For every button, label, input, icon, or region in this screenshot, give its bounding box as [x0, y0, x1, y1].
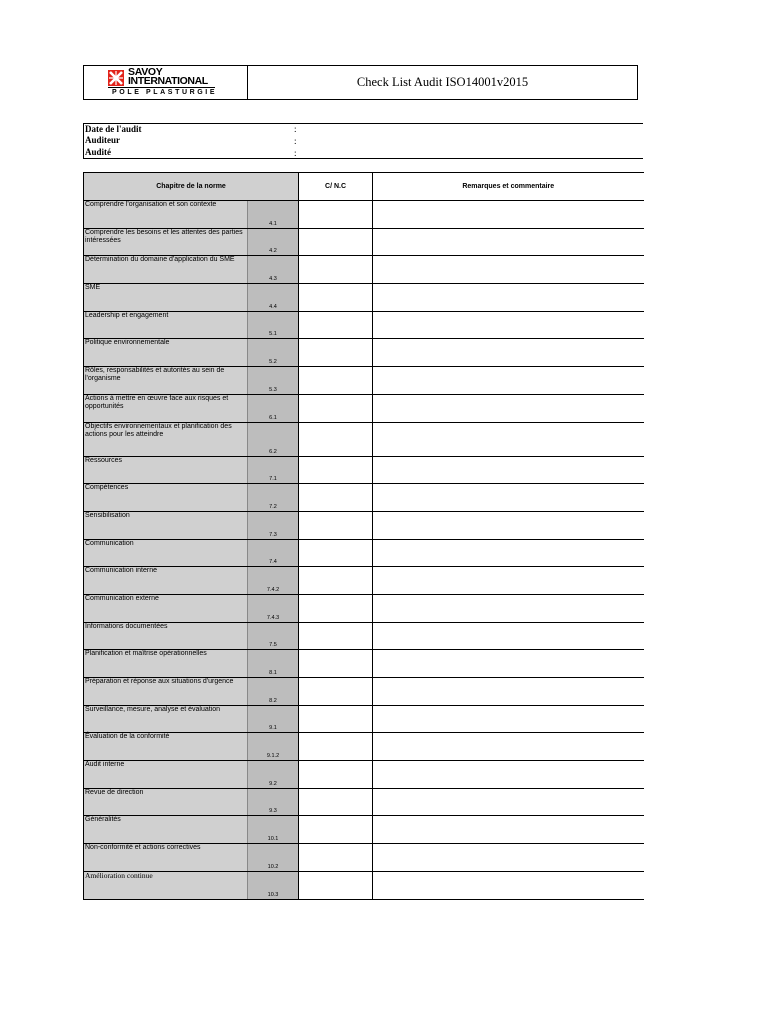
chapter-label: Communication — [84, 539, 248, 567]
info-label: Date de l'audit — [85, 124, 142, 134]
remarks-entry-cell[interactable] — [373, 650, 644, 678]
chapter-number: 5.3 — [248, 367, 299, 395]
remarks-entry-cell[interactable] — [373, 594, 644, 622]
table-row — [84, 733, 644, 761]
chapter-number: 10.3 — [248, 871, 299, 899]
header-remarks: Remarques et commentaire — [373, 173, 644, 201]
chapter-label: Généralités — [84, 816, 248, 844]
audit-info-block — [83, 123, 643, 159]
table-row — [84, 705, 644, 733]
remarks-entry-cell[interactable] — [373, 484, 644, 512]
cnc-entry-cell[interactable] — [299, 339, 373, 367]
cnc-entry-cell[interactable] — [299, 228, 373, 256]
chapter-number: 10.2 — [248, 844, 299, 872]
chapter-label: Informations documentées — [84, 622, 248, 650]
logo-subtitle: POLE PLASTURGIE — [112, 88, 218, 96]
logo-text-savoy: SAVOY — [128, 66, 163, 78]
table-header-row — [84, 173, 644, 201]
logo-text-international: INTERNATIONAL — [128, 75, 208, 87]
cnc-entry-cell[interactable] — [299, 622, 373, 650]
table-row — [84, 311, 644, 339]
cnc-entry-cell[interactable] — [299, 256, 373, 284]
chapter-label: SME — [84, 284, 248, 312]
table-row — [84, 844, 644, 872]
chapter-label: Leadership et engagement — [84, 311, 248, 339]
chapter-number: 10.1 — [248, 816, 299, 844]
chapter-number: 7.5 — [248, 622, 299, 650]
remarks-entry-cell[interactable] — [373, 201, 644, 229]
cnc-entry-cell[interactable] — [299, 422, 373, 456]
info-colon: : — [294, 135, 297, 146]
company-logo — [84, 66, 248, 99]
chapter-label: Comprendre l'organisation et son contexte — [84, 201, 248, 229]
cnc-entry-cell[interactable] — [299, 311, 373, 339]
table-row — [84, 567, 644, 595]
chapter-label: Détermination du domaine d'application du SME — [84, 256, 248, 284]
info-label: Auditeur — [85, 135, 121, 145]
remarks-entry-cell[interactable] — [373, 228, 644, 256]
info-row-audite — [85, 147, 111, 158]
info-label: Audité — [85, 147, 112, 157]
cnc-entry-cell[interactable] — [299, 844, 373, 872]
chapter-number: 5.1 — [248, 311, 299, 339]
table-row — [84, 256, 644, 284]
remarks-entry-cell[interactable] — [373, 311, 644, 339]
chapter-number: 8.1 — [248, 650, 299, 678]
table-row — [84, 788, 644, 816]
table-row — [84, 484, 644, 512]
table-row — [84, 761, 644, 789]
remarks-entry-cell[interactable] — [373, 367, 644, 395]
cnc-entry-cell[interactable] — [299, 567, 373, 595]
table-row — [84, 394, 644, 422]
remarks-entry-cell[interactable] — [373, 788, 644, 816]
chapter-number: 7.4.2 — [248, 567, 299, 595]
cnc-entry-cell[interactable] — [299, 650, 373, 678]
table-row — [84, 594, 644, 622]
table-row — [84, 284, 644, 312]
header-cnc: C/ N.C — [299, 173, 373, 201]
chapter-label: Audit interne — [84, 761, 248, 789]
chapter-number: 9.1 — [248, 705, 299, 733]
chapter-label: Surveillance, mesure, analyse et évaluation — [84, 705, 248, 733]
chapter-label: Préparation et réponse aux situations d'urgence — [84, 678, 248, 706]
chapter-number: 5.2 — [248, 339, 299, 367]
table-row — [84, 456, 644, 484]
chapter-label: Planification et maîtrise opérationnelles — [84, 650, 248, 678]
chapter-number: 6.1 — [248, 394, 299, 422]
table-row — [84, 228, 644, 256]
chapter-number: 6.2 — [248, 422, 299, 456]
table-row — [84, 511, 644, 539]
chapter-label: Rôles, responsabilités et autorités au sein de l'organisme — [84, 367, 248, 395]
remarks-entry-cell[interactable] — [373, 761, 644, 789]
table-row — [84, 678, 644, 706]
remarks-entry-cell[interactable] — [373, 733, 644, 761]
chapter-label: Communication externe — [84, 594, 248, 622]
chapter-number: 4.2 — [248, 228, 299, 256]
remarks-entry-cell[interactable] — [373, 284, 644, 312]
chapter-label: Revue de direction — [84, 788, 248, 816]
remarks-entry-cell[interactable] — [373, 511, 644, 539]
cnc-entry-cell[interactable] — [299, 367, 373, 395]
chapter-number: 8.2 — [248, 678, 299, 706]
chapter-label: Amélioration continue — [84, 871, 248, 899]
chapter-number: 4.3 — [248, 256, 299, 284]
chapter-label: Évaluation de la conformité — [84, 733, 248, 761]
cnc-entry-cell[interactable] — [299, 394, 373, 422]
table-row — [84, 201, 644, 229]
remarks-entry-cell[interactable] — [373, 844, 644, 872]
cnc-entry-cell[interactable] — [299, 456, 373, 484]
table-row — [84, 539, 644, 567]
chapter-number: 4.1 — [248, 201, 299, 229]
table-row — [84, 816, 644, 844]
savoy-logo-icon — [108, 70, 124, 86]
cnc-entry-cell[interactable] — [299, 816, 373, 844]
remarks-entry-cell[interactable] — [373, 339, 644, 367]
cnc-entry-cell[interactable] — [299, 788, 373, 816]
remarks-entry-cell[interactable] — [373, 816, 644, 844]
remarks-entry-cell[interactable] — [373, 705, 644, 733]
remarks-entry-cell[interactable] — [373, 256, 644, 284]
remarks-entry-cell[interactable] — [373, 539, 644, 567]
audit-checklist-table — [83, 172, 644, 900]
chapter-number: 9.1.2 — [248, 733, 299, 761]
remarks-entry-cell[interactable] — [373, 678, 644, 706]
table-row — [84, 622, 644, 650]
chapter-number: 7.4 — [248, 539, 299, 567]
info-colon: : — [294, 148, 297, 158]
chapter-label: Compétences — [84, 484, 248, 512]
cnc-entry-cell[interactable] — [299, 284, 373, 312]
info-row-auditeur — [85, 135, 120, 146]
table-row — [84, 422, 644, 456]
chapter-number: 7.4.3 — [248, 594, 299, 622]
cnc-entry-cell[interactable] — [299, 733, 373, 761]
info-colon: : — [294, 124, 297, 134]
chapter-number: 4.4 — [248, 284, 299, 312]
cnc-entry-cell[interactable] — [299, 484, 373, 512]
chapter-label: Comprendre les besoins et les attentes des parties intéressées — [84, 228, 248, 256]
cnc-entry-cell[interactable] — [299, 761, 373, 789]
cnc-entry-cell[interactable] — [299, 678, 373, 706]
chapter-number: 7.1 — [248, 456, 299, 484]
chapter-label: Sensibilisation — [84, 511, 248, 539]
table-row — [84, 871, 644, 899]
remarks-entry-cell[interactable] — [373, 394, 644, 422]
remarks-entry-cell[interactable] — [373, 871, 644, 899]
chapter-label: Ressources — [84, 456, 248, 484]
chapter-label: Communication interne — [84, 567, 248, 595]
chapter-number: 7.3 — [248, 511, 299, 539]
chapter-label: Non-conformité et actions correctives — [84, 844, 248, 872]
chapter-label: Politique environnementale — [84, 339, 248, 367]
remarks-entry-cell[interactable] — [373, 567, 644, 595]
remarks-entry-cell[interactable] — [373, 622, 644, 650]
document-title: Check List Audit ISO14001v2015 — [356, 75, 529, 89]
document-header — [83, 65, 638, 100]
remarks-entry-cell[interactable] — [373, 422, 644, 456]
table-row — [84, 339, 644, 367]
cnc-entry-cell[interactable] — [299, 201, 373, 229]
cnc-entry-cell[interactable] — [299, 539, 373, 567]
table-row — [84, 367, 644, 395]
cnc-entry-cell[interactable] — [299, 594, 373, 622]
cnc-entry-cell[interactable] — [299, 705, 373, 733]
cnc-entry-cell[interactable] — [299, 511, 373, 539]
chapter-label: Objectifs environnementaux et planification des actions pour les atteindre — [84, 422, 248, 456]
chapter-label: Actions à mettre en œuvre face aux risques et opportunités — [84, 394, 248, 422]
info-row-date — [85, 124, 142, 135]
chapter-number: 9.3 — [248, 788, 299, 816]
remarks-entry-cell[interactable] — [373, 456, 644, 484]
table-row — [84, 650, 644, 678]
chapter-number: 9.2 — [248, 761, 299, 789]
cnc-entry-cell[interactable] — [299, 871, 373, 899]
header-chapter: Chapitre de la norme — [84, 173, 299, 201]
chapter-number: 7.2 — [248, 484, 299, 512]
